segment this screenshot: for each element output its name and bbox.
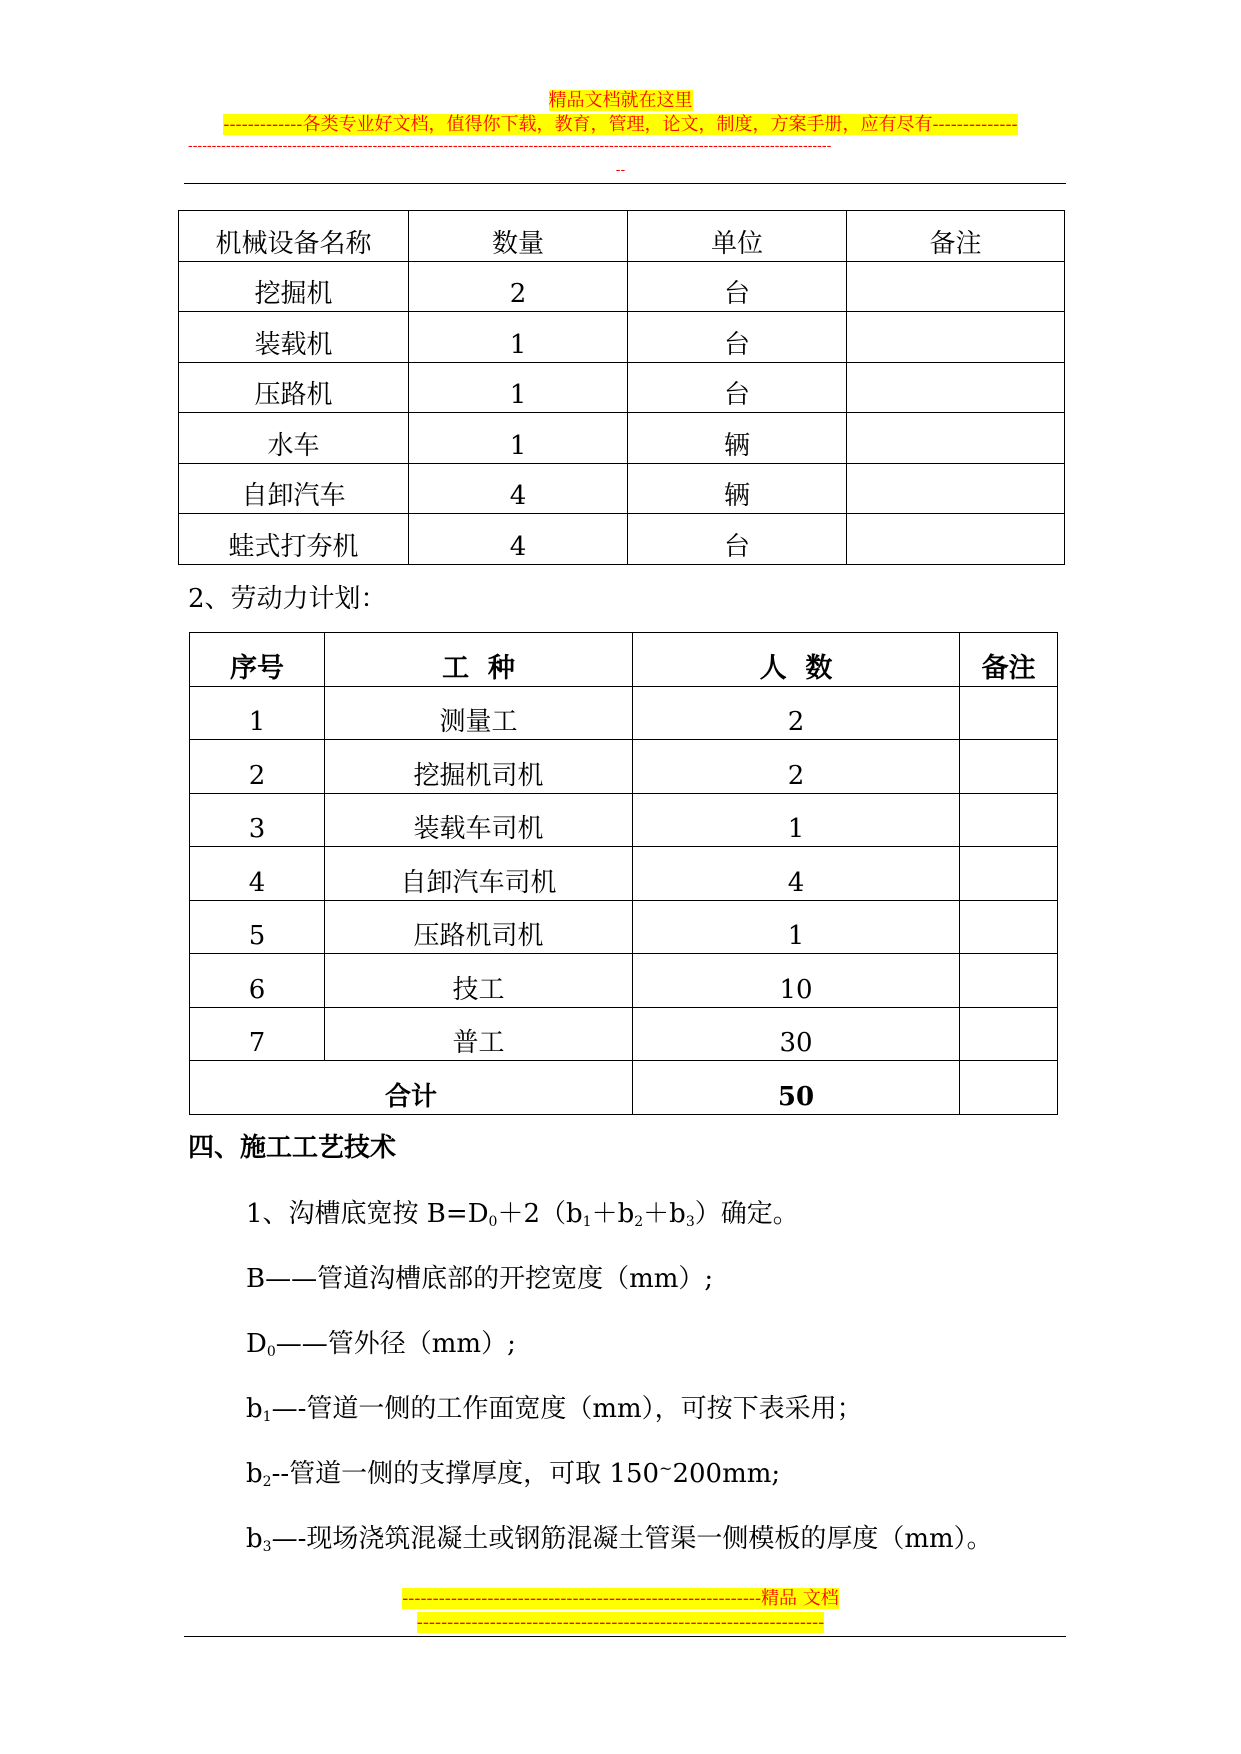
equipment-unit: 辆: [628, 413, 847, 464]
equipment-note: [847, 312, 1065, 363]
labor-count: 4: [633, 847, 960, 901]
labor-count: 1: [633, 900, 960, 954]
definition-b2: $b_2--$管道一侧的支撑厚度，可取 150~200mm;: [246, 1459, 781, 1490]
labor-header-cell: 人 数: [633, 633, 960, 687]
table-row: [179, 261, 1065, 312]
labor-type: 技工: [325, 954, 633, 1008]
labor-count: 2: [633, 686, 960, 740]
header-rule: [184, 183, 1066, 184]
footer-line-1: -----------------------------------------------------------精品 文档: [402, 1588, 839, 1609]
table-row: [190, 686, 1058, 740]
labor-type: 自卸汽车司机: [325, 847, 633, 901]
equipment-unit: 台: [628, 362, 847, 413]
equipment-name: 自卸汽车: [179, 463, 409, 514]
labor-count: 10: [633, 954, 960, 1008]
labor-index: 5: [190, 900, 325, 954]
labor-total-value: 50: [633, 1061, 960, 1115]
table-row: [190, 847, 1058, 901]
labor-total-row: [190, 1061, 1058, 1115]
definition-b1: $b_1—-$管道一侧的工作面宽度（mm），可按下表采用；: [246, 1394, 863, 1425]
equipment-note: [847, 362, 1065, 413]
labor-total-label: 合计: [190, 1061, 633, 1115]
labor-note: [960, 686, 1058, 740]
labor-header-row: [190, 633, 1058, 687]
labor-index: 7: [190, 1007, 325, 1061]
equipment-header-cell: 数量: [409, 211, 628, 262]
equipment-header-cell: 单位: [628, 211, 847, 262]
equipment-name: 蛙式打夯机: [179, 514, 409, 565]
equipment-name: 水车: [179, 413, 409, 464]
header-dash-line: ----------------------------------------------------------------------------------------------------------------------------------------: [188, 138, 832, 154]
labor-header-cell: 备注: [960, 633, 1058, 687]
labor-header-cell: 工 种: [325, 633, 633, 687]
header-slogan: -------------各类专业好文档，值得你下载，教育，管理，论文，制度，方案手册，应有尽有--------------: [223, 114, 1018, 135]
labor-table: [189, 632, 1058, 1115]
labor-type: 压路机司机: [325, 900, 633, 954]
equipment-header-cell: 机械设备名称: [179, 211, 409, 262]
equipment-header-cell: 备注: [847, 211, 1065, 262]
equipment-qty: 2: [409, 261, 628, 312]
table-row: [179, 514, 1065, 565]
footer-line-2: -------------------------------------------------------------------: [416, 1612, 825, 1633]
section-heading: 四、施工工艺技术: [188, 1133, 397, 1163]
table-row: [190, 793, 1058, 847]
labor-count: 1: [633, 793, 960, 847]
formula-paragraph: 1、沟槽底宽按 $B=D_0+2(b_1+b_2+b_3)$确定。: [246, 1199, 799, 1230]
labor-type: 装载车司机: [325, 793, 633, 847]
equipment-table: [178, 210, 1065, 565]
definition-d0: $D_0——$管外径（mm）;: [246, 1329, 516, 1360]
definition-b3: $b_3—-$现场浇筑混凝土或钢筋混凝土管渠一侧模板的厚度（mm）。: [246, 1524, 993, 1555]
labor-note: [960, 740, 1058, 794]
equipment-name: 装载机: [179, 312, 409, 363]
equipment-header-row: [179, 211, 1065, 262]
equipment-note: [847, 463, 1065, 514]
labor-count: 30: [633, 1007, 960, 1061]
table-row: [190, 900, 1058, 954]
equipment-unit: 台: [628, 312, 847, 363]
labor-type: 测量工: [325, 686, 633, 740]
equipment-note: [847, 261, 1065, 312]
labor-note: [960, 900, 1058, 954]
labor-index: 1: [190, 686, 325, 740]
labor-plan-heading: 2、劳动力计划：: [188, 584, 387, 614]
table-row: [190, 954, 1058, 1008]
labor-index: 6: [190, 954, 325, 1008]
definition-b: B——管道沟槽底部的开挖宽度（mm）;: [246, 1264, 714, 1294]
table-row: [190, 740, 1058, 794]
labor-type: 挖掘机司机: [325, 740, 633, 794]
table-row: [179, 362, 1065, 413]
table-row: [179, 312, 1065, 363]
header-title: 精品文档就在这里: [548, 90, 693, 111]
equipment-note: [847, 413, 1065, 464]
equipment-qty: 4: [409, 514, 628, 565]
equipment-unit: 台: [628, 261, 847, 312]
equipment-note: [847, 514, 1065, 565]
table-row: [190, 1007, 1058, 1061]
labor-note: [960, 793, 1058, 847]
labor-type: 普工: [325, 1007, 633, 1061]
labor-note: [960, 847, 1058, 901]
equipment-unit: 辆: [628, 463, 847, 514]
equipment-qty: 4: [409, 463, 628, 514]
labor-header-cell: 序号: [190, 633, 325, 687]
footer-rule: [184, 1636, 1066, 1637]
labor-count: 2: [633, 740, 960, 794]
labor-note: [960, 1007, 1058, 1061]
labor-index: 2: [190, 740, 325, 794]
equipment-name: 挖掘机: [179, 261, 409, 312]
equipment-unit: 台: [628, 514, 847, 565]
header-dash-tail: --: [615, 162, 626, 178]
equipment-name: 压路机: [179, 362, 409, 413]
equipment-qty: 1: [409, 362, 628, 413]
labor-total-note: [960, 1061, 1058, 1115]
table-row: [179, 413, 1065, 464]
equipment-qty: 1: [409, 413, 628, 464]
labor-index: 4: [190, 847, 325, 901]
labor-index: 3: [190, 793, 325, 847]
equipment-qty: 1: [409, 312, 628, 363]
labor-note: [960, 954, 1058, 1008]
table-row: [179, 463, 1065, 514]
